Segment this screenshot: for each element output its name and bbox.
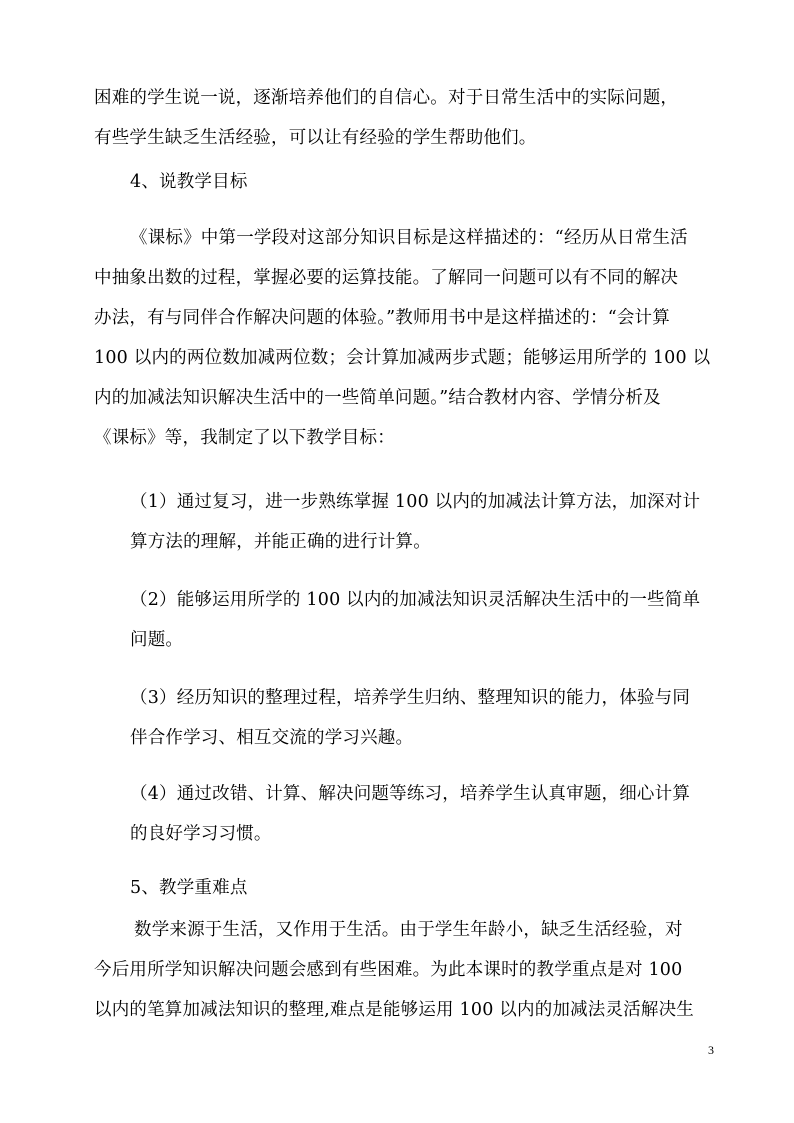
- page-number: 3: [708, 1043, 714, 1057]
- section-heading: 5、教学重难点: [130, 878, 248, 898]
- text-line: 的良好学习习惯。: [130, 824, 272, 844]
- text-line: 以内的笔算加减法知识的整理,难点是能够运用 100 以内的加减法灵活解决生: [94, 1000, 694, 1020]
- text-line: 算方法的理解，并能正确的进行计算。: [130, 532, 431, 552]
- text-line: 问题。: [130, 630, 184, 650]
- text-line: 内的加减法知识解决生活中的一些简单问题。”结合教材内容、学情分析及: [94, 388, 661, 408]
- text-line: 《课标》中第一学段对这部分知识目标是这样描述的：“经历从日常生活: [130, 228, 688, 248]
- text-line: 困难的学生说一说，逐渐培养他们的自信心。对于日常生活中的实际问题，: [94, 88, 679, 108]
- goal-item-4: （4）通过改错、计算、解决问题等练习，培养学生认真审题，细心计算: [130, 784, 691, 804]
- text-line: 办法，有与同伴合作解决问题的体验。”教师用书中是这样描述的：“会计算: [94, 308, 670, 328]
- text-line: 伴合作学习、相互交流的学习兴趣。: [130, 728, 414, 748]
- goal-item-3: （3）经历知识的整理过程，培养学生归纳、整理知识的能力，体验与同: [130, 688, 691, 708]
- text-line: 有些学生缺乏生活经验，可以让有经验的学生帮助他们。: [94, 128, 537, 148]
- text-line: 中抽象出数的过程，掌握必要的运算技能。了解同一问题可以有不同的解决: [94, 268, 679, 288]
- text-line: 今后用所学知识解决问题会感到有些困难。为此本课时的教学重点是对 100: [94, 960, 683, 980]
- goal-item-1: （1）通过复习，进一步熟练掌握 100 以内的加减法计算方法，加深对计: [130, 492, 701, 512]
- goal-item-2: （2）能够运用所学的 100 以内的加减法知识灵活解决生活中的一些简单: [130, 590, 701, 610]
- text-line: 《课标》等，我制定了以下教学目标：: [94, 428, 395, 448]
- section-heading: 4、说教学目标: [130, 172, 248, 192]
- text-line: 100 以内的两位数加减两位数；会计算加减两步式题；能够运用所学的 100 以: [94, 348, 711, 368]
- text-line: 数学来源于生活，又作用于生活。由于学生年龄小，缺乏生活经验，对: [134, 920, 683, 940]
